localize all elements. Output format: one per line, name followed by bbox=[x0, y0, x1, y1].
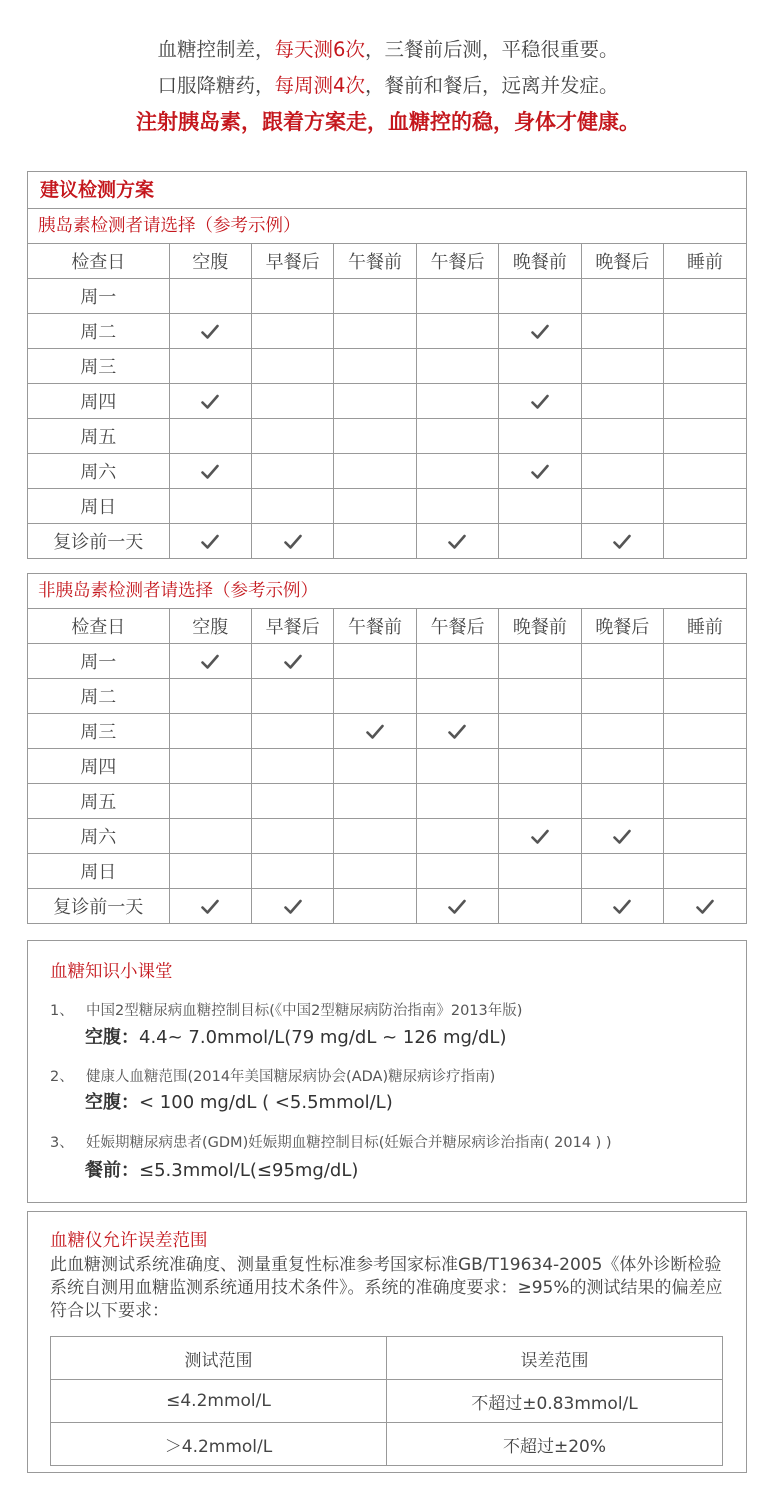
check-cell bbox=[334, 889, 416, 924]
intro-line-1 bbox=[0, 32, 776, 68]
header-cell: 午餐后 bbox=[416, 609, 498, 644]
knowledge-item-2 bbox=[50, 1065, 495, 1086]
checkmark-icon bbox=[613, 534, 631, 550]
header-cell: 午餐前 bbox=[334, 244, 416, 279]
range-cell: ≤4.2mmol/L bbox=[51, 1380, 387, 1423]
check-cell bbox=[334, 749, 416, 784]
check-cell bbox=[664, 644, 746, 679]
checkmark-icon bbox=[613, 899, 631, 915]
table-header-row bbox=[51, 1337, 723, 1380]
check-cell bbox=[169, 714, 251, 749]
check-cell bbox=[169, 749, 251, 784]
day-cell: 周三 bbox=[28, 714, 169, 749]
item-number: 3、 bbox=[50, 1135, 74, 1151]
check-cell bbox=[581, 784, 663, 819]
value-label: 餐前： bbox=[85, 1160, 139, 1181]
checkmark-icon bbox=[531, 829, 549, 845]
check-cell bbox=[169, 644, 251, 679]
check-cell bbox=[499, 314, 581, 349]
check-cell bbox=[334, 279, 416, 314]
check-cell bbox=[416, 644, 498, 679]
header-cell: 早餐后 bbox=[251, 609, 333, 644]
checkmark-icon bbox=[448, 534, 466, 550]
table-row bbox=[28, 889, 746, 924]
check-cell bbox=[499, 349, 581, 384]
check-cell bbox=[251, 454, 333, 489]
checkmark-icon bbox=[366, 724, 384, 740]
check-cell bbox=[169, 384, 251, 419]
value-text: < 100 mg/dL ( <5.5mmol/L) bbox=[139, 1092, 393, 1113]
check-cell bbox=[169, 784, 251, 819]
checkmark-icon bbox=[448, 899, 466, 915]
header-cell: 误差范围 bbox=[387, 1337, 723, 1380]
error-cell: 不超过±20% bbox=[387, 1423, 723, 1466]
insulin-table bbox=[28, 244, 746, 558]
check-cell bbox=[664, 314, 746, 349]
check-cell bbox=[251, 349, 333, 384]
day-cell: 周四 bbox=[28, 384, 169, 419]
header-cell: 检查日 bbox=[28, 609, 169, 644]
table-row bbox=[28, 384, 746, 419]
item-text: 妊娠期糖尿病患者(GDM)妊娠期血糖控制目标(妊娠合并糖尿病诊治指南( 2014 ) ) bbox=[86, 1135, 612, 1151]
range-cell: ＞4.2mmol/L bbox=[51, 1423, 387, 1466]
day-cell: 周五 bbox=[28, 419, 169, 454]
checkmark-icon bbox=[613, 829, 631, 845]
check-cell bbox=[581, 349, 663, 384]
check-cell bbox=[251, 679, 333, 714]
value-label: 空腹： bbox=[85, 1027, 139, 1048]
day-cell: 周日 bbox=[28, 489, 169, 524]
check-cell bbox=[499, 854, 581, 889]
table-row bbox=[28, 489, 746, 524]
knowledge-item-1 bbox=[50, 999, 522, 1020]
check-cell bbox=[416, 819, 498, 854]
error-range-desc: 此血糖测试系统准确度、测量重复性标准参考国家标准GB/T19634-2005《体外诊断检验系统自测用血糖监测系统通用技术条件》。系统的准确度要求：≥95%的测试结果的偏差应符合以下要求： bbox=[50, 1255, 723, 1321]
check-cell bbox=[251, 749, 333, 784]
check-cell bbox=[334, 524, 416, 559]
header-cell: 检查日 bbox=[28, 244, 169, 279]
check-cell bbox=[251, 854, 333, 889]
intro-text: ，三餐前后测，平稳很重要。 bbox=[364, 38, 619, 61]
check-cell bbox=[581, 314, 663, 349]
check-cell bbox=[581, 714, 663, 749]
table-row bbox=[28, 314, 746, 349]
check-cell bbox=[416, 854, 498, 889]
check-cell bbox=[169, 489, 251, 524]
table-row bbox=[28, 454, 746, 489]
check-cell bbox=[416, 349, 498, 384]
check-cell bbox=[499, 419, 581, 454]
check-cell bbox=[334, 454, 416, 489]
checkmark-icon bbox=[531, 394, 549, 410]
checkmark-icon bbox=[201, 534, 219, 550]
check-cell bbox=[581, 854, 663, 889]
check-cell bbox=[499, 454, 581, 489]
check-cell bbox=[169, 419, 251, 454]
table-header-row bbox=[28, 609, 746, 644]
check-cell bbox=[334, 384, 416, 419]
check-cell bbox=[334, 714, 416, 749]
check-cell bbox=[664, 524, 746, 559]
day-cell: 周五 bbox=[28, 784, 169, 819]
check-cell bbox=[664, 349, 746, 384]
check-cell bbox=[416, 889, 498, 924]
header-cell: 睡前 bbox=[664, 609, 746, 644]
check-cell bbox=[169, 349, 251, 384]
header-cell: 早餐后 bbox=[251, 244, 333, 279]
check-cell bbox=[499, 819, 581, 854]
item-number: 2、 bbox=[50, 1069, 74, 1085]
check-cell bbox=[416, 384, 498, 419]
check-cell bbox=[499, 489, 581, 524]
header-cell: 晚餐后 bbox=[581, 244, 663, 279]
value-label: 空腹： bbox=[85, 1092, 139, 1113]
check-cell bbox=[581, 524, 663, 559]
check-cell bbox=[581, 749, 663, 784]
check-cell bbox=[334, 349, 416, 384]
check-cell bbox=[251, 714, 333, 749]
check-cell bbox=[251, 524, 333, 559]
check-cell bbox=[334, 419, 416, 454]
table-row bbox=[28, 524, 746, 559]
intro-highlight: 每周测4次 bbox=[274, 74, 365, 97]
check-cell bbox=[169, 454, 251, 489]
item-number: 1、 bbox=[50, 1003, 74, 1019]
check-cell bbox=[169, 819, 251, 854]
check-cell bbox=[664, 784, 746, 819]
check-cell bbox=[416, 714, 498, 749]
checkmark-icon bbox=[201, 654, 219, 670]
checkmark-icon bbox=[284, 654, 302, 670]
check-cell bbox=[251, 384, 333, 419]
table-row bbox=[28, 784, 746, 819]
table-row bbox=[28, 819, 746, 854]
check-cell bbox=[581, 644, 663, 679]
header-cell: 晚餐前 bbox=[499, 244, 581, 279]
check-cell bbox=[169, 854, 251, 889]
check-cell bbox=[251, 889, 333, 924]
check-cell bbox=[251, 314, 333, 349]
check-cell bbox=[664, 419, 746, 454]
day-cell: 周四 bbox=[28, 749, 169, 784]
check-cell bbox=[334, 679, 416, 714]
header-cell: 空腹 bbox=[169, 609, 251, 644]
intro-text: 血糖控制差， bbox=[157, 38, 275, 61]
check-cell bbox=[416, 784, 498, 819]
insulin-subtitle: 胰岛素检测者请选择（参考示例） bbox=[28, 209, 746, 244]
day-cell: 复诊前一天 bbox=[28, 889, 169, 924]
check-cell bbox=[581, 679, 663, 714]
check-cell bbox=[416, 279, 498, 314]
check-cell bbox=[664, 819, 746, 854]
check-cell bbox=[664, 714, 746, 749]
non-insulin-table bbox=[28, 609, 746, 923]
intro-line-2 bbox=[0, 68, 776, 104]
error-range-title: 血糖仪允许误差范围 bbox=[50, 1231, 208, 1251]
checkmark-icon bbox=[284, 534, 302, 550]
check-cell bbox=[169, 524, 251, 559]
day-cell: 复诊前一天 bbox=[28, 524, 169, 559]
table-row bbox=[28, 349, 746, 384]
header-cell: 午餐前 bbox=[334, 609, 416, 644]
plan-box bbox=[27, 171, 747, 559]
check-cell bbox=[581, 419, 663, 454]
check-cell bbox=[334, 784, 416, 819]
check-cell bbox=[499, 679, 581, 714]
check-cell bbox=[334, 489, 416, 524]
header-cell: 空腹 bbox=[169, 244, 251, 279]
check-cell bbox=[251, 644, 333, 679]
check-cell bbox=[581, 454, 663, 489]
check-cell bbox=[251, 784, 333, 819]
table-row bbox=[28, 644, 746, 679]
knowledge-value-3 bbox=[85, 1156, 358, 1182]
header-cell: 晚餐后 bbox=[581, 609, 663, 644]
knowledge-title: 血糖知识小课堂 bbox=[50, 962, 173, 982]
checkmark-icon bbox=[201, 324, 219, 340]
knowledge-box bbox=[27, 940, 747, 1203]
check-cell bbox=[251, 279, 333, 314]
check-cell bbox=[169, 314, 251, 349]
table-row bbox=[28, 279, 746, 314]
non-insulin-box bbox=[27, 573, 747, 924]
check-cell bbox=[334, 644, 416, 679]
check-cell bbox=[664, 854, 746, 889]
check-cell bbox=[334, 854, 416, 889]
table-row bbox=[51, 1380, 723, 1423]
day-cell: 周三 bbox=[28, 349, 169, 384]
item-text: 中国2型糖尿病血糖控制目标(《中国2型糖尿病防治指南》2013年版) bbox=[86, 1003, 523, 1019]
check-cell bbox=[169, 279, 251, 314]
check-cell bbox=[416, 749, 498, 784]
checkmark-icon bbox=[448, 724, 466, 740]
check-cell bbox=[499, 749, 581, 784]
table-row bbox=[28, 714, 746, 749]
check-cell bbox=[251, 419, 333, 454]
header-cell: 测试范围 bbox=[51, 1337, 387, 1380]
check-cell bbox=[499, 279, 581, 314]
checkmark-icon bbox=[696, 899, 714, 915]
item-text: 健康人血糖范围(2014年美国糖尿病协会(ADA)糖尿病诊疗指南) bbox=[86, 1069, 496, 1085]
day-cell: 周一 bbox=[28, 279, 169, 314]
table-row bbox=[28, 419, 746, 454]
check-cell bbox=[334, 314, 416, 349]
check-cell bbox=[416, 419, 498, 454]
checkmark-icon bbox=[284, 899, 302, 915]
check-cell bbox=[664, 489, 746, 524]
intro-text: 口服降糖药， bbox=[157, 74, 275, 97]
day-cell: 周六 bbox=[28, 454, 169, 489]
day-cell: 周日 bbox=[28, 854, 169, 889]
check-cell bbox=[581, 279, 663, 314]
check-cell bbox=[499, 644, 581, 679]
checkmark-icon bbox=[201, 394, 219, 410]
checkmark-icon bbox=[201, 899, 219, 915]
value-text: 4.4~ 7.0mmol/L(79 mg/dL ~ 126 mg/dL) bbox=[139, 1027, 507, 1048]
check-cell bbox=[664, 454, 746, 489]
check-cell bbox=[664, 279, 746, 314]
check-cell bbox=[416, 314, 498, 349]
check-cell bbox=[581, 384, 663, 419]
error-range-table bbox=[50, 1336, 723, 1466]
knowledge-value-1 bbox=[85, 1023, 506, 1049]
check-cell bbox=[251, 489, 333, 524]
checkmark-icon bbox=[531, 324, 549, 340]
table-row bbox=[28, 679, 746, 714]
table-row bbox=[28, 854, 746, 889]
table-row bbox=[28, 749, 746, 784]
header-cell: 晚餐前 bbox=[499, 609, 581, 644]
check-cell bbox=[416, 524, 498, 559]
check-cell bbox=[416, 454, 498, 489]
day-cell: 周二 bbox=[28, 679, 169, 714]
check-cell bbox=[664, 889, 746, 924]
check-cell bbox=[499, 384, 581, 419]
error-range-box bbox=[27, 1211, 747, 1473]
check-cell bbox=[581, 819, 663, 854]
intro-block bbox=[0, 32, 776, 140]
plan-title: 建议检测方案 bbox=[28, 172, 746, 209]
check-cell bbox=[499, 714, 581, 749]
checkmark-icon bbox=[201, 464, 219, 480]
knowledge-item-3 bbox=[50, 1131, 612, 1152]
knowledge-value-2 bbox=[85, 1088, 393, 1114]
checkmark-icon bbox=[531, 464, 549, 480]
check-cell bbox=[581, 889, 663, 924]
check-cell bbox=[334, 819, 416, 854]
check-cell bbox=[499, 524, 581, 559]
check-cell bbox=[169, 679, 251, 714]
day-cell: 周一 bbox=[28, 644, 169, 679]
check-cell bbox=[416, 679, 498, 714]
check-cell bbox=[664, 749, 746, 784]
value-text: ≤5.3mmol/L(≤95mg/dL) bbox=[139, 1160, 359, 1181]
intro-line-3: 注射胰岛素，跟着方案走，血糖控的稳，身体才健康。 bbox=[136, 110, 640, 134]
table-header-row bbox=[28, 244, 746, 279]
intro-text: ，餐前和餐后，远离并发症。 bbox=[364, 74, 619, 97]
error-cell: 不超过±0.83mmol/L bbox=[387, 1380, 723, 1423]
check-cell bbox=[416, 489, 498, 524]
check-cell bbox=[251, 819, 333, 854]
table-row bbox=[51, 1423, 723, 1466]
header-cell: 午餐后 bbox=[416, 244, 498, 279]
check-cell bbox=[499, 889, 581, 924]
non-insulin-subtitle: 非胰岛素检测者请选择（参考示例） bbox=[28, 574, 746, 609]
check-cell bbox=[581, 489, 663, 524]
day-cell: 周二 bbox=[28, 314, 169, 349]
check-cell bbox=[169, 889, 251, 924]
check-cell bbox=[499, 784, 581, 819]
check-cell bbox=[664, 679, 746, 714]
intro-highlight: 每天测6次 bbox=[274, 38, 365, 61]
day-cell: 周六 bbox=[28, 819, 169, 854]
check-cell bbox=[664, 384, 746, 419]
header-cell: 睡前 bbox=[664, 244, 746, 279]
